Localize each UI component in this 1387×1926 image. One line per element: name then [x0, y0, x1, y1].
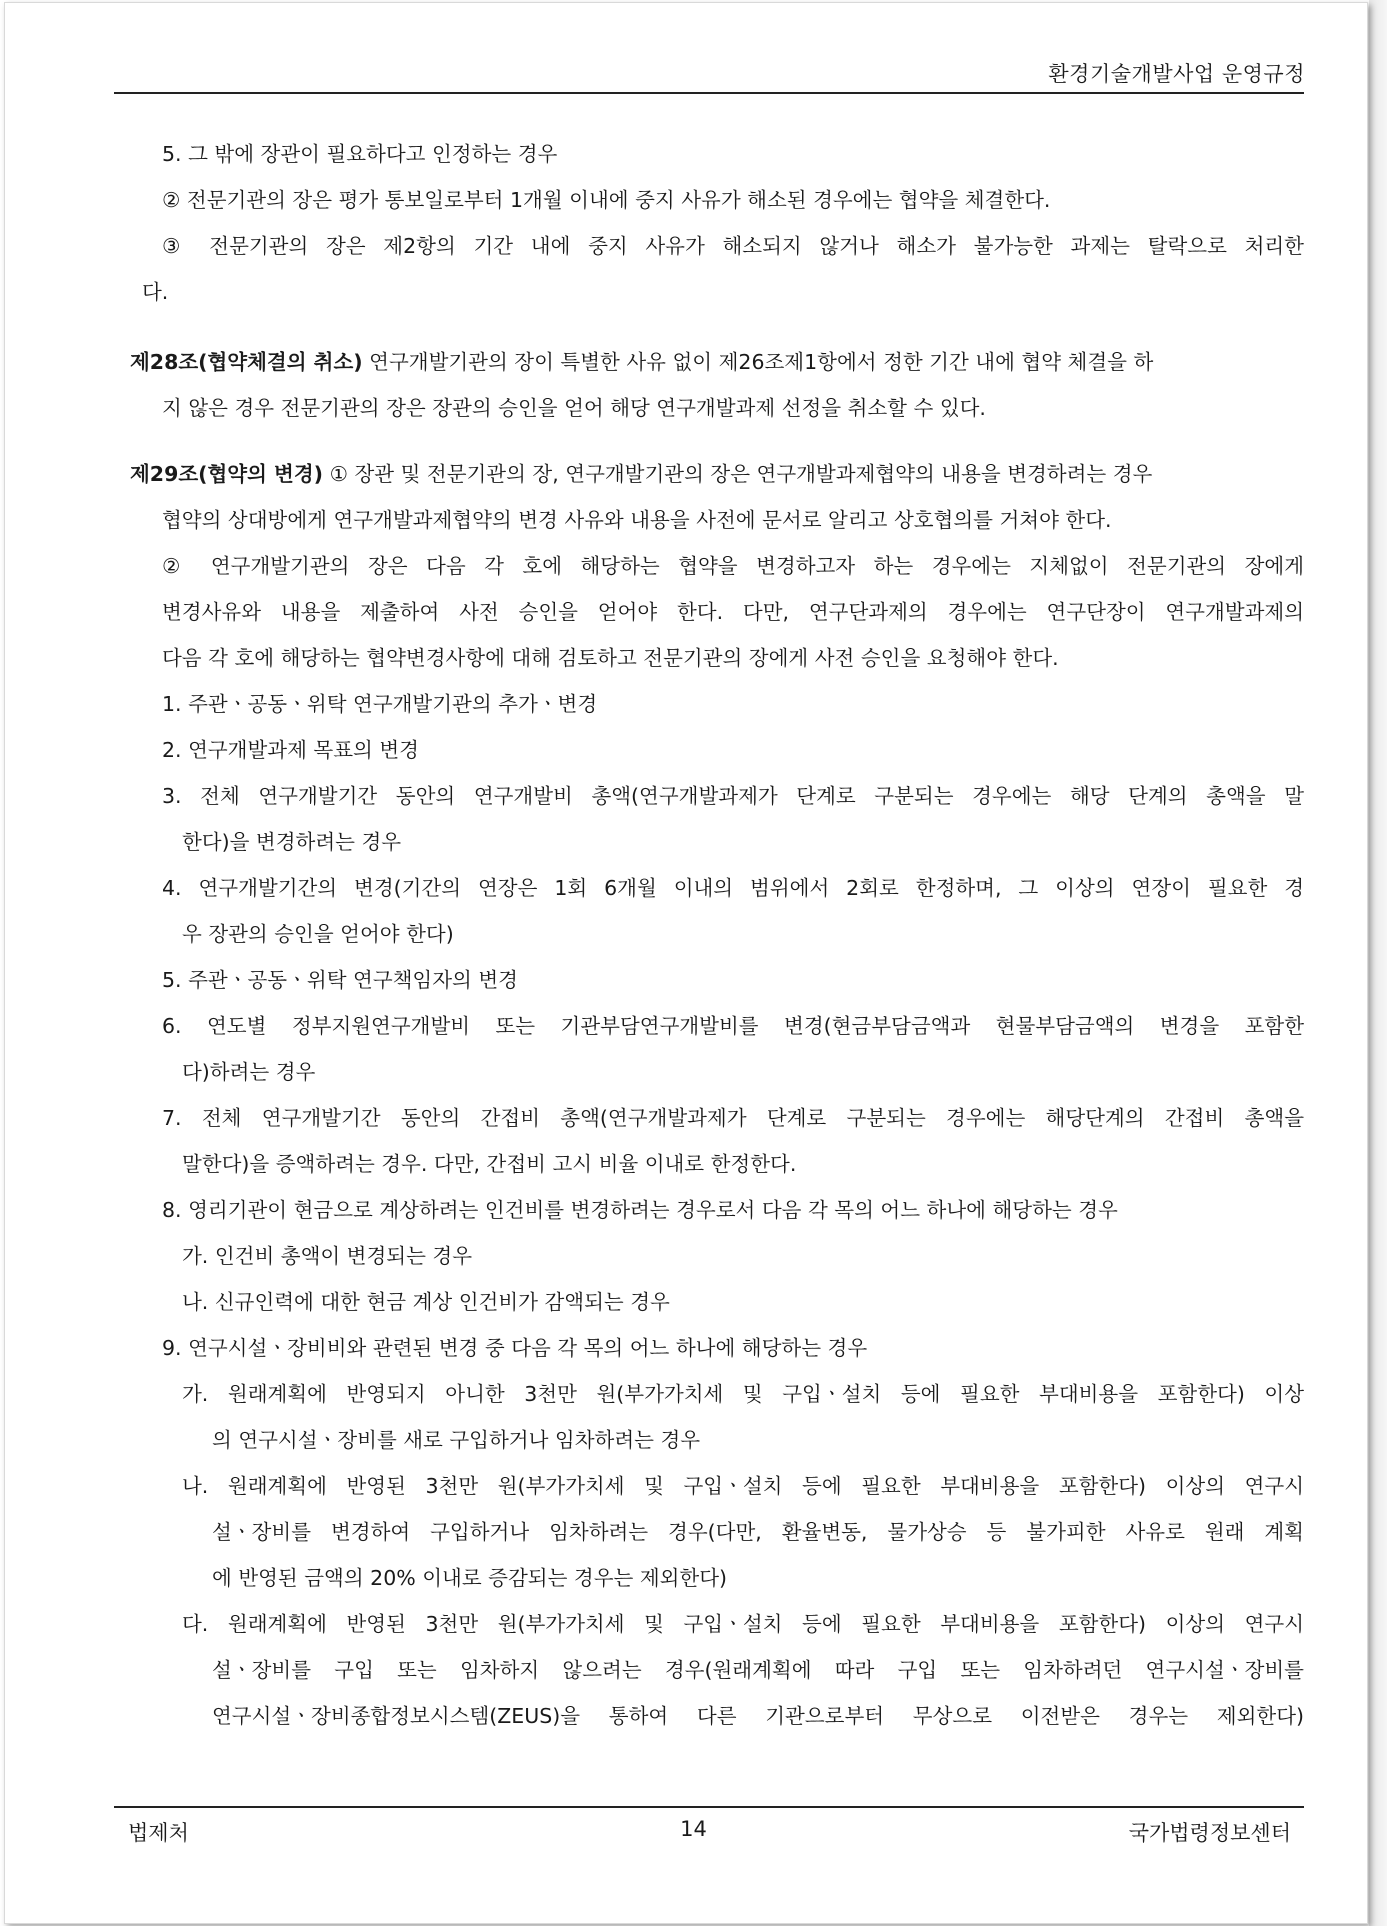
- article-29-line-5: 다음 각 호에 해당하는 협약변경사항에 대해 검토하고 전문기관의 장에게 사전 승인을 요청해야 한다.: [162, 646, 1059, 670]
- list-item-3-line-1: 3. 전체 연구개발기간 동안의 연구개발비 총액(연구개발과제가 단계로 구분되는 경우에는 해당 단계의 총액을 말: [162, 784, 1304, 808]
- list-item-6-line-1: 6. 연도별 정부지원연구개발비 또는 기관부담연구개발비를 변경(현금부담금액과 현물부담금액의 변경을 포함한: [162, 1014, 1304, 1038]
- list-item-4-line-1: 4. 연구개발기간의 변경(기간의 연장은 1회 6개월 이내의 범위에서 2회로 한정하며, 그 이상의 연장이 필요한 경: [162, 876, 1304, 900]
- list-item-9-ga-line-2: 의 연구시설ㆍ장비를 새로 구입하거나 임차하려는 경우: [212, 1428, 701, 1452]
- footer-publisher: 국가법령정보센터: [1128, 1821, 1291, 1845]
- list-item-7-line-2: 말한다)을 증액하려는 경우. 다만, 간접비 고시 비율 이내로 한정한다.: [182, 1152, 797, 1176]
- list-item-8-na: 나. 신규인력에 대한 현금 계상 인건비가 감액되는 경우: [182, 1290, 670, 1314]
- list-item-6-line-2: 다)하려는 경우: [182, 1060, 316, 1084]
- list-item-9-na-line-2: 설ㆍ장비를 변경하여 구입하거나 임차하려는 경우(다만, 환율변동, 물가상승 등 불가피한 사유로 원래 계획: [212, 1520, 1304, 1544]
- page-number: 14: [680, 1817, 707, 1841]
- paragraph-3-line-2: 다.: [142, 280, 169, 304]
- list-item-3-line-2: 한다)을 변경하려는 경우: [182, 830, 402, 854]
- article-29-line-3: ② 연구개발기관의 장은 다음 각 호에 해당하는 협약을 변경하고자 하는 경우에는 지체없이 전문기관의 장에게: [162, 554, 1304, 578]
- list-item-8: 8. 영리기관이 현금으로 계상하려는 인건비를 변경하려는 경우로서 다음 각 목의 어느 하나에 해당하는 경우: [162, 1198, 1118, 1222]
- list-item-9-na-line-3: 에 반영된 금액의 20% 이내로 증감되는 경우는 제외한다): [212, 1566, 728, 1590]
- list-item-9-na-line-1: 나. 원래계획에 반영된 3천만 원(부가가치세 및 구입ㆍ설치 등에 필요한 부대비용을 포함한다) 이상의 연구시: [182, 1474, 1304, 1498]
- item-5-line: 5. 그 밖에 장관이 필요하다고 인정하는 경우: [162, 142, 558, 166]
- list-item-9-da-line-1: 다. 원래계획에 반영된 3천만 원(부가가치세 및 구입ㆍ설치 등에 필요한 부대비용을 포함한다) 이상의 연구시: [182, 1612, 1304, 1636]
- list-item-8-ga: 가. 인건비 총액이 변경되는 경우: [182, 1244, 473, 1268]
- article-29-line-1: [130, 460, 1305, 488]
- article-29-line-2: 협약의 상대방에게 연구개발과제협약의 변경 사유와 내용을 사전에 문서로 알리고 상호협의를 거쳐야 한다.: [162, 508, 1112, 532]
- article-29-text-1: ① 장관 및 전문기관의 장, 연구개발기관의 장은 연구개발과제협약의 내용을 변경하려는 경우: [329, 462, 1153, 486]
- list-item-1: 1. 주관ㆍ공동ㆍ위탁 연구개발기관의 추가ㆍ변경: [162, 692, 598, 716]
- list-item-5: 5. 주관ㆍ공동ㆍ위탁 연구책임자의 변경: [162, 968, 518, 992]
- page-edge: [1369, 0, 1387, 1926]
- list-item-9: 9. 연구시설ㆍ장비비와 관련된 변경 중 다음 각 목의 어느 하나에 해당하는 경우: [162, 1336, 868, 1360]
- list-item-4-line-2: 우 장관의 승인을 얻어야 한다): [182, 922, 454, 946]
- header-rule: [114, 92, 1304, 94]
- list-item-7-line-1: 7. 전체 연구개발기간 동안의 간접비 총액(연구개발과제가 단계로 구분되는 경우에는 해당단계의 간접비 총액을: [162, 1106, 1304, 1130]
- list-item-9-ga-line-1: 가. 원래계획에 반영되지 아니한 3천만 원(부가가치세 및 구입ㆍ설치 등에 필요한 부대비용을 포함한다) 이상: [182, 1382, 1304, 1406]
- paragraph-3-line-1: ③ 전문기관의 장은 제2항의 기간 내에 중지 사유가 해소되지 않거나 해소가 불가능한 과제는 탈락으로 처리한: [162, 234, 1304, 258]
- list-item-9-da-line-3: 연구시설ㆍ장비종합정보시스템(ZEUS)을 통하여 다른 기관으로부터 무상으로 이전받은 경우는 제외한다): [212, 1704, 1304, 1728]
- footer-rule: [114, 1806, 1304, 1808]
- article-29-line-4: 변경사유와 내용을 제출하여 사전 승인을 얻어야 한다. 다만, 연구단과제의 경우에는 연구단장이 연구개발과제의: [162, 600, 1304, 624]
- footer-source: 법제처: [128, 1821, 189, 1845]
- list-item-9-da-line-2: 설ㆍ장비를 구입 또는 임차하지 않으려는 경우(원래계획에 따라 구입 또는 임차하려던 연구시설ㆍ장비를: [212, 1658, 1304, 1682]
- paragraph-2-line: ② 전문기관의 장은 평가 통보일로부터 1개월 이내에 중지 사유가 해소된 경우에는 협약을 체결한다.: [162, 188, 1051, 212]
- article-29-heading: 제29조(협약의 변경): [130, 462, 324, 486]
- article-28-line-2: 지 않은 경우 전문기관의 장은 장관의 승인을 얻어 해당 연구개발과제 선정을 취소할 수 있다.: [162, 396, 986, 420]
- article-28-text-1: 연구개발기관의 장이 특별한 사유 없이 제26조제1항에서 정한 기간 내에 협약 체결을 하: [369, 350, 1154, 374]
- running-header-title: 환경기술개발사업 운영규정: [1048, 62, 1305, 86]
- list-item-2: 2. 연구개발과제 목표의 변경: [162, 738, 419, 762]
- article-28-line-1: [130, 348, 1292, 376]
- article-28-heading: 제28조(협약체결의 취소): [130, 350, 363, 374]
